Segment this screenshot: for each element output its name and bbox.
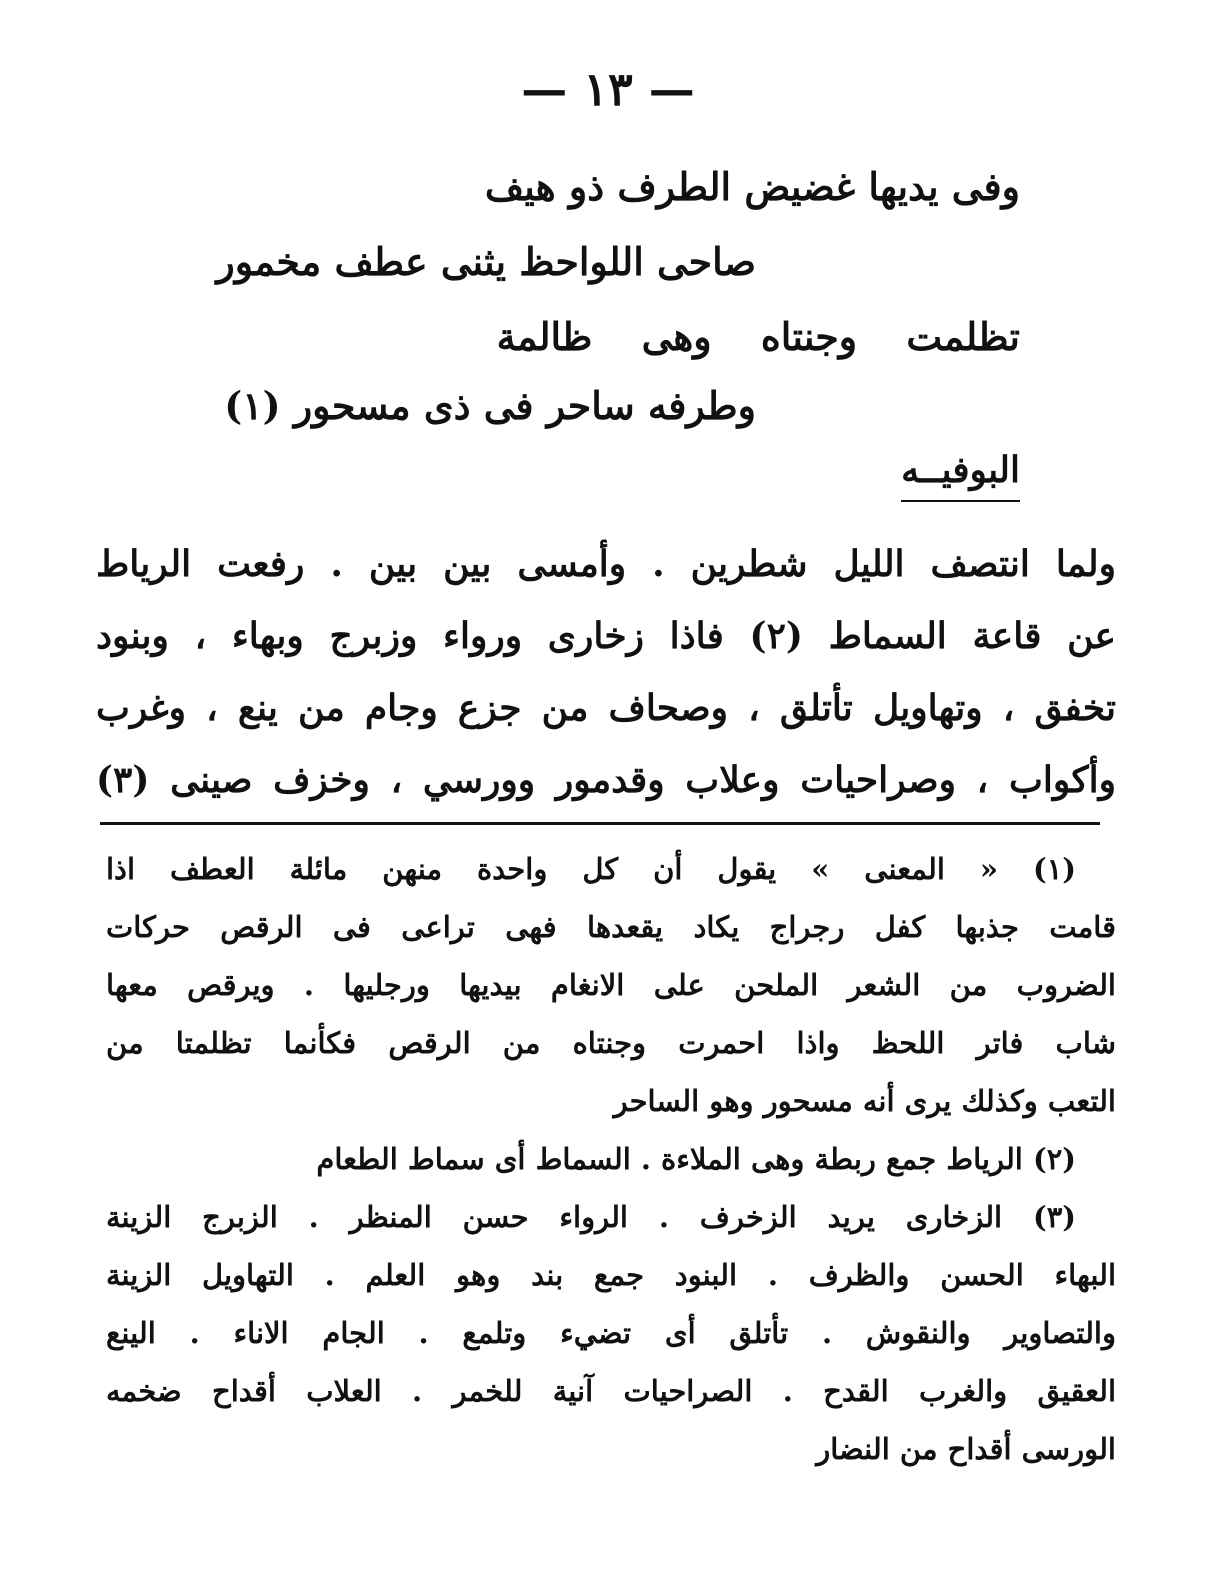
body-line: وأكواب ، وصراحيات وعلاب وقدمور وورسي ، وخزف صينى (٣)	[96, 759, 1116, 801]
page-number: — ١٣ —	[521, 62, 695, 116]
poem-verse-3: تظلمت وجنتاه وهى ظالمة	[496, 314, 1020, 359]
footnote-line: شاب فاتر اللحظ واذا احمرت وجنتاه من الرقص فكأنما تظلمتا من	[106, 1026, 1116, 1060]
footnote-line: العقيق والغرب القدح . الصراحيات آنية للخمر . العلاب أقداح ضخمه	[106, 1374, 1116, 1408]
body-paragraph	[96, 528, 1116, 816]
body-line: عن قاعة السماط (٢) فاذا زخارى ورواء وزبرج وبهاء ، وبنود	[96, 615, 1117, 657]
footnote-line: (٣) الزخارى يريد الزخرف . الرواء حسن المنظر . الزبرج الزينة	[106, 1200, 1076, 1234]
footnotes	[106, 840, 1116, 1478]
footnote-line: قامت جذبها كفل رجراج يكاد يقعدها فهى تراعى فى الرقص حركات	[106, 910, 1116, 944]
footnote-line: الورسى أقداح من النضار	[816, 1432, 1116, 1466]
footnote-line: (١) « المعنى » يقول أن كل واحدة منهن مائلة العطف اذا	[106, 852, 1076, 886]
body-line: تخفق ، وتهاويل تأتلق ، وصحاف من جزع وجام من ينع ، وغرب	[96, 687, 1116, 729]
footnote-line: البهاء الحسن والظرف . البنود جمع بند وهو العلم . التهاويل الزينة	[106, 1258, 1116, 1292]
body-line: ولما انتصف الليل شطرين . وأمسى بين بين . رفعت الرياط	[96, 543, 1116, 585]
footnote-line: (٢) الرياط جمع ربطة وهى الملاءة . السماط أى سماط الطعام	[316, 1142, 1076, 1176]
footnote-divider	[100, 822, 1100, 825]
footnote-line: الضروب من الشعر الملحن على الانغام بيديها ورجليها . ويرقص معها	[106, 968, 1116, 1002]
footnote-line: والتصاوير والنقوش . تأتلق أى تضيء وتلمع . الجام الاناء . الينع	[106, 1316, 1116, 1350]
footnote-line: التعب وكذلك يرى أنه مسحور وهو الساحر	[613, 1084, 1116, 1118]
section-heading: البوفيــه	[901, 452, 1020, 502]
poem-verse-4: وطرفه ساحر فى ذى مسحور (١)	[224, 383, 756, 428]
poem-verse-1: وفى يديها غضيض الطرف ذو هيف	[484, 164, 1020, 209]
poem-verse-2: صاحى اللواحظ يثنى عطف مخمور	[216, 239, 756, 284]
